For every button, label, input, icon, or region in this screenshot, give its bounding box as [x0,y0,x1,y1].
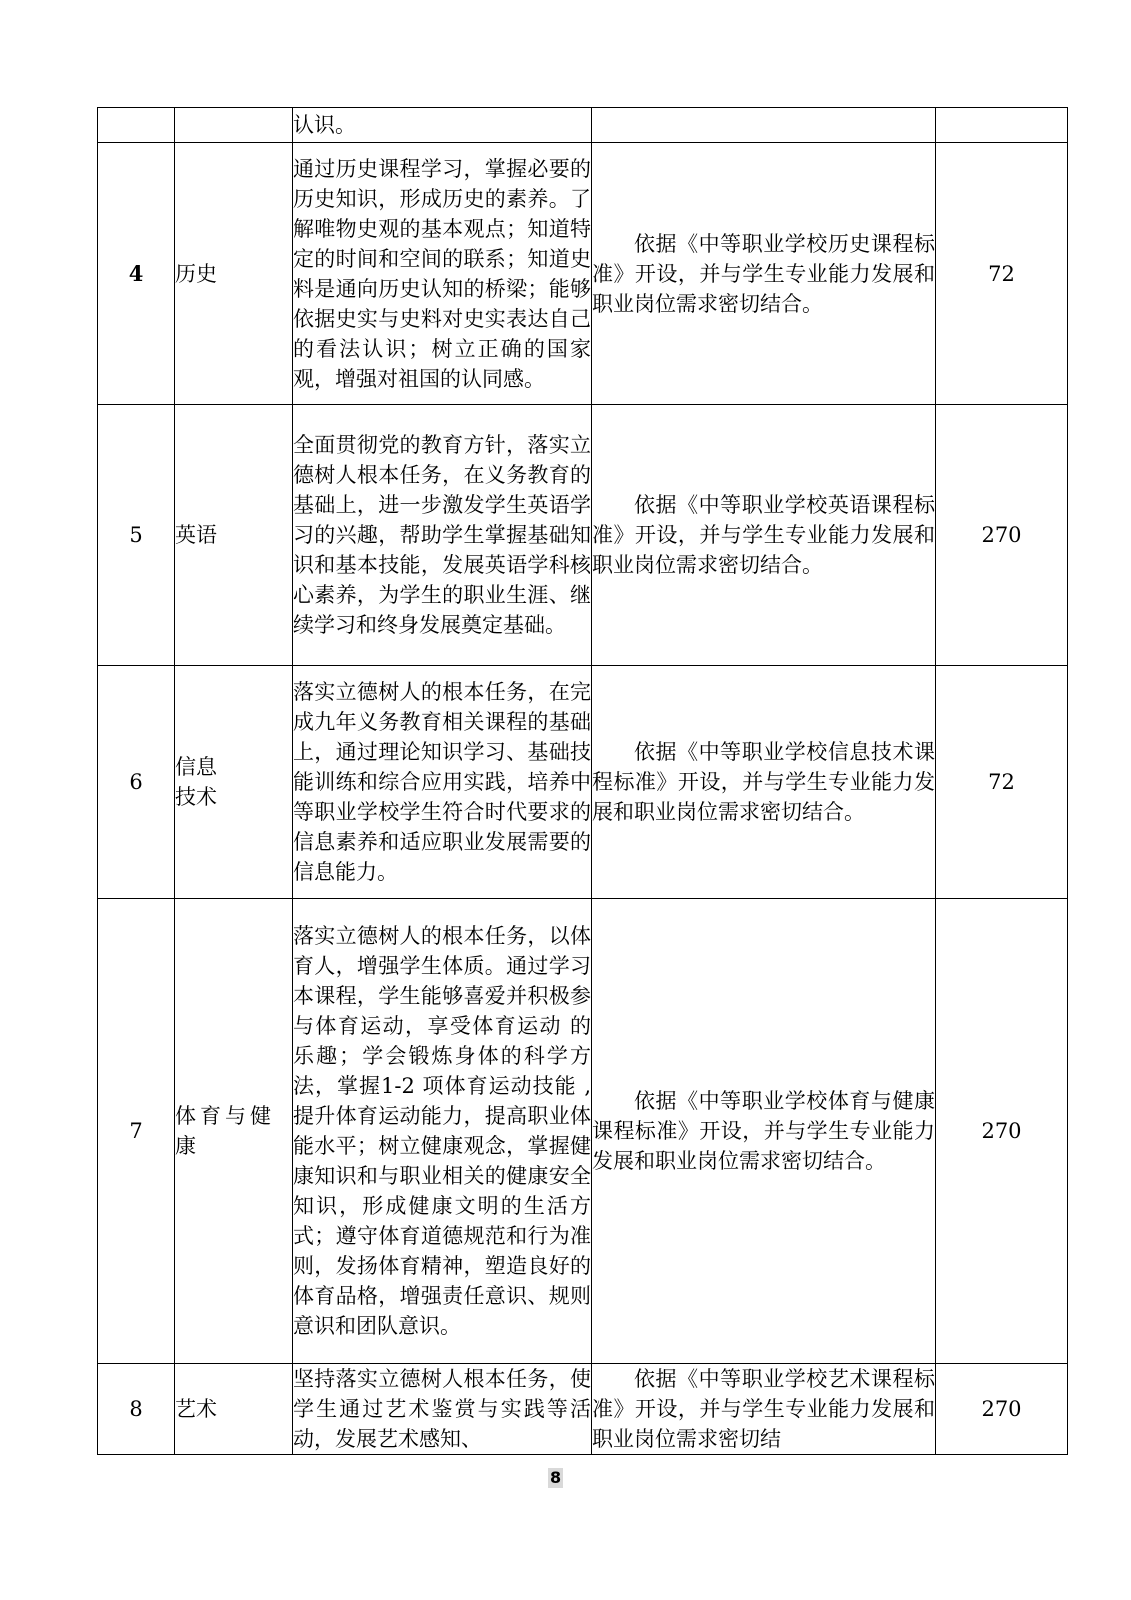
course-goal: 坚持落实立德树人根本任务，使学生通过艺术鉴赏与实践等活动，发展艺术感知、 [293,1364,592,1455]
course-basis [592,108,936,143]
course-name [175,899,293,1364]
course-name: 信息 技术 [175,666,293,899]
course-basis: 依据《中等职业学校历史课程标准》开设，并与学生专业能力发展和职业岗位需求密切结合。 [592,143,936,405]
course-goal: 认识。 [293,108,592,143]
course-name: 艺术 [175,1364,293,1455]
course-hours: 72 [936,143,1068,405]
row-number: 5 [98,405,175,666]
course-basis: 依据《中等职业学校信息技术课程标准》开设，并与学生专业能力发展和职业岗位需求密切结合。 [592,666,936,899]
course-table [97,107,1068,1455]
table-row [98,666,1068,899]
table-row [98,143,1068,405]
course-hours: 270 [936,1364,1068,1455]
course-name-text: 体育与健康 [175,1104,275,1158]
row-number: 6 [98,666,175,899]
course-name [175,108,293,143]
page-number: 8 [550,1468,562,1487]
table-row [98,405,1068,666]
course-name: 历史 [175,143,293,405]
course-goal: 落实立德树人的根本任务，在完成九年义务教育相关课程的基础上，通过理论知识学习、基础技能训练和综合应用实践，培养中等职业学校学生符合时代要求的信息素养和适应职业发展需要的信息能力。 [293,666,592,899]
row-number [98,108,175,143]
course-hours: 270 [936,899,1068,1364]
course-hours: 72 [936,666,1068,899]
row-number: 7 [98,899,175,1364]
course-goal: 全面贯彻党的教育方针，落实立德树人根本任务，在义务教育的基础上，进一步激发学生英语学习的兴趣，帮助学生掌握基础知识和基本技能，发展英语学科核心素养，为学生的职业生涯、继续学习和终身发展奠定基础。 [293,405,592,666]
course-goal: 落实立德树人的根本任务，以体育人，增强学生体质。通过学习本课程，学生能够喜爱并积极参与体育运动，享受体育运动 的乐趣；学会锻炼身体的科学方法，掌握1-2 项体育运动技能 ,提升体育运动能力，提高职业体能水平；树立健康观念，掌握健康知识和与职业相关的健康安全知识，形成健康文明的生活方式；遵守体育道德规范和行为准则，发扬体育精神，塑造良好的体育品格，增强责任意识、规则意识和团队意识。 [293,899,592,1364]
course-hours: 270 [936,405,1068,666]
course-name: 英语 [175,405,293,666]
course-hours [936,108,1068,143]
row-number: 4 [98,143,175,405]
table-row [98,108,1068,143]
course-basis: 依据《中等职业学校艺术课程标准》开设，并与学生专业能力发展和职业岗位需求密切结 [592,1364,936,1455]
course-basis: 依据《中等职业学校体育与健康课程标准》开设，并与学生专业能力发展和职业岗位需求密切结合。 [592,899,936,1364]
course-goal: 通过历史课程学习，掌握必要的历史知识，形成历史的素养。了解唯物史观的基本观点；知道特定的时间和空间的联系；知道史料是通向历史认知的桥梁；能够依据史实与史料对史实表达自己的看法认识；树立正确的国家观，增强对祖国的认同感。 [293,143,592,405]
table-row [98,899,1068,1364]
course-basis: 依据《中等职业学校英语课程标准》开设，并与学生专业能力发展和职业岗位需求密切结合。 [592,405,936,666]
table-row [98,1364,1068,1455]
row-number: 8 [98,1364,175,1455]
